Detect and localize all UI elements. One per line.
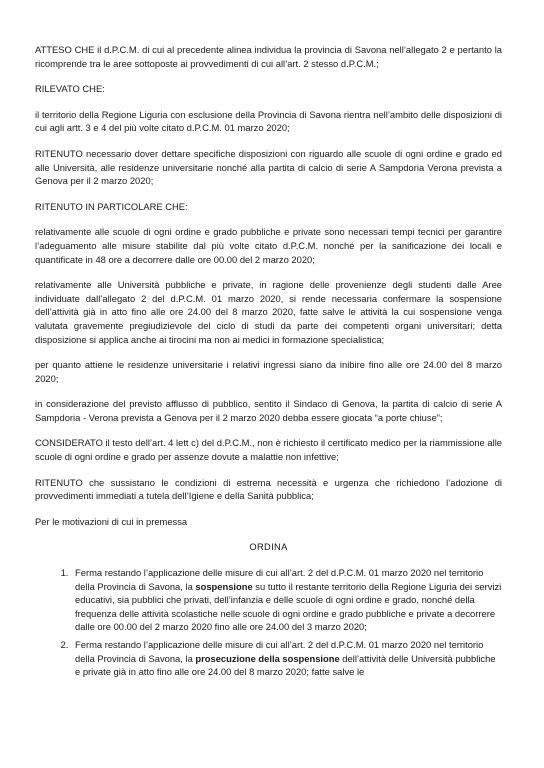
heading-rilevato-che: RILEVATO CHE: bbox=[35, 83, 105, 95]
paragraph-universita: relativamente alle Università pubbliche e private, in ragione delle provenienze degli studenti dalle Aree individuate dall’allegato 2 del d.P.C.M. 01 marzo 2020, si rende necessaria confermare la sospensione dell’attività già in atto fino alle ore 24.00 del 8 marzo 2020, fatte salve le attività la cui sospensione venga valutata gravemente pregiudizievole del ciclo di studi da parte dei competenti organi universitari; detta disposizione si applica anche ai tirocini ma non ai medici in formazione specialistica; bbox=[35, 279, 502, 345]
paragraph-partita-calcio: in considerazione del previsto afflusso di pubblico, sentito il Sindaco di Genova, la partita di calcio di serie A Sampdoria - Verona prevista a Genova per il 2 marzo 2020 debba essere giocata “a porte chiuse”; bbox=[35, 398, 502, 423]
paragraph-ritenuto-necessario: RITENUTO necessario dover dettare specifiche disposizioni con riguardo alle scuole di ogni ordine e grado ed alle Università, alle residenze universitarie nonché alla partita di calcio di serie A Sampdoria Verona prevista a Genova per il 2 marzo 2020; bbox=[35, 147, 502, 187]
item-text-before: Ferma restando l’applicazione delle misure di cui all’art. 2 del d.P.C.M. 01 marzo 2020 nel territorio della Provincia di Savona, la bbox=[75, 567, 484, 592]
ordinance-item-2 bbox=[71, 638, 502, 679]
ordina-heading: ORDINA bbox=[249, 541, 288, 553]
heading-ritenuto-in-particolare: RITENUTO IN PARTICOLARE CHE: bbox=[35, 200, 188, 212]
item-text-before: Ferma restando l’applicazione delle misure di cui all’art. 2 del d.P.C.M. 01 marzo 2020 nel territorio della Provincia di Savona, la bbox=[75, 639, 484, 664]
paragraph-scuole: relativamente alle scuole di ogni ordine e grado pubbliche e private sono necessari tempi tecnici per garantire l’adeguamento alle misure stabilite dal più volte citato d.P.C.M. nonché per la sanificazione dei locali e quantificate in 48 ore a decorrere dalle ore 00.00 del 2 marzo 2020; bbox=[35, 226, 502, 265]
item-text-after: su tutto il restante territorio della Regione Liguria dei servizi educativi, sia pubblici che privati, dell’infanzia e delle scuole di ogni ordine e grado, nonché della frequenza delle attività scolastiche nelle scuole di ogni ordine e grado pubbliche e private a decorrere dalle ore 00.00 del 2 marzo 2020 fino alle ore 24.00 del 3 marzo 2020; bbox=[75, 580, 502, 633]
paragraph-territorio-liguria: il territorio della Regione Liguria con esclusione della Provincia di Savona rientra nell’ambito delle disposizioni di cui agli artt. 3 e 4 del più volte citato d.P.C.M. 01 marzo 2020; bbox=[35, 108, 502, 134]
ordinance-list bbox=[35, 566, 502, 679]
paragraph-ritenuto-urgenza: RITENUTO che sussistano le condizioni di estrema necessità e urgenza che richiedono l’adozione di provvedimenti immediati a tutela dell’Igiene e della Sanità pubblica; bbox=[35, 476, 502, 502]
ordinance-item-1 bbox=[71, 566, 502, 634]
item-text-bold: sospensione bbox=[195, 580, 253, 592]
paragraph-motivazioni: Per le motivazioni di cui in premessa bbox=[35, 515, 188, 527]
paragraph-residenze: per quanto attiene le residenze universitarie i relativi ingressi siano da inibire fino alle ore 24.00 del 8 marzo 2020; bbox=[35, 359, 502, 384]
item-text-bold: prosecuzione della sospensione bbox=[195, 652, 340, 664]
paragraph-atteso-che: ATTESO CHE il d.P.C.M. di cui al precedente alinea individua la provincia di Savona nell’allegato 2 e pertanto la ricomprende tra le aree sottoposte ai provvedimenti di cui all’art. 2 stesso d.P.C.M.; bbox=[35, 44, 502, 69]
item-text-after: dell’attività delle Università pubbliche e private già in atto fino alle ore 24.00 del 8 marzo 2020; fatte salve le bbox=[75, 652, 496, 678]
paragraph-considerato: CONSIDERATO il testo dell’art. 4 lett c) del d.P.C.M., non è richiesto il certificato medico per la riammissione alle scuole di ogni ordine e grado per assenze dovute a malattie non infettive; bbox=[35, 437, 502, 463]
